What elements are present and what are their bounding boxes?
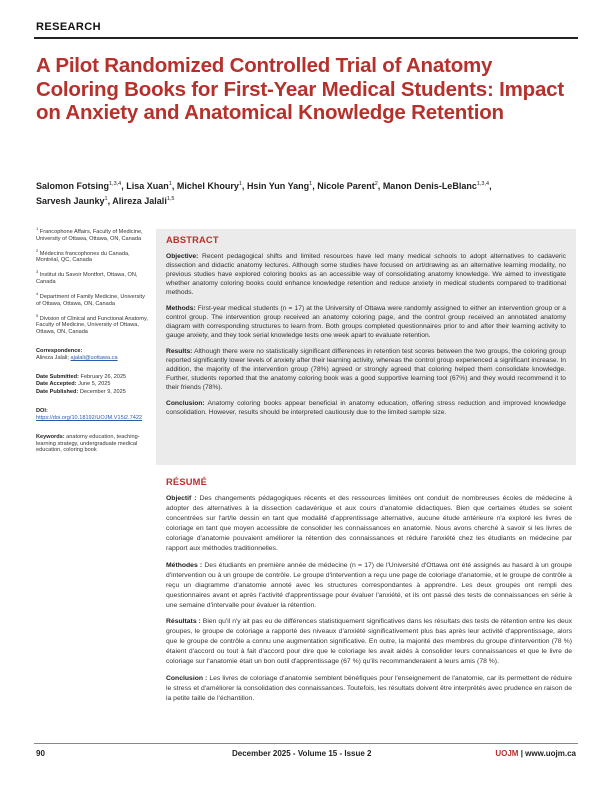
correspondence-name: Alireza Jalali;	[36, 355, 69, 362]
abstract-objective: Objective: Recent pedagogical shifts and limited resources have led many medical schools to adopt alternatives to cadaveric dissection and didactic anatomy lectures. Although some studies have focused on art/drawing as an alternative learning modality, no previous studies have explored coloring books as an accessible way of consolidating anatomy knowledge. We aimed to investigate whether anatomy coloring books could enhance knowledge retention and reduce anxiety in medical students compared to traditional methods.	[166, 253, 566, 297]
correspondence-email-link[interactable]: ajalali@uottawa.ca	[70, 355, 118, 362]
keywords	[36, 434, 148, 455]
abstract-conclusion: Conclusion: Anatomy coloring books appear beneficial in anatomy education, offering stress reduction and improved knowledge consolidation. However, results should be interpreted cautiously due to the limited sample size.	[166, 399, 566, 416]
author-list	[36, 178, 576, 207]
journal-name: UOJM	[495, 749, 519, 758]
publication-dates: Date Submitted: February 26, 2025 Date Accepted: June 5, 2025 Date Published: December 9, 2025	[36, 374, 127, 395]
abstract-heading: ABSTRACT	[166, 235, 219, 245]
doi	[36, 408, 148, 422]
abstract-results: Results: Although there were no statistically significant differences in retention test scores between the two groups, the coloring group reported significantly lower levels of anxiety after their learning activity, whereas the control group experienced a significant increase. In addition, the majority of the intervention group (78%) agreed or strongly agreed that coloring helped them consolidate knowledge. Further, students reported that the anatomy coloring book was a good supportive learning tool (67%) and they would recommend it to their friends (78%).	[166, 347, 566, 392]
article-title: A Pilot Randomized Controlled Trial of Anatomy Coloring Books for First-Year Medical Students: Impact on Anxiety and Anatomical Knowledge Retention	[36, 54, 564, 124]
author: Michel Khoury$^1$,	[176, 181, 247, 191]
author: Alireza Jalali$^{1,5}$	[112, 195, 175, 206]
resume-objectif: Objectif : Des changements pédagogiques récents et des ressources limitées ont conduit de nombreuses écoles de médecine à adopter des alternatives à la dissection cadavérique et aux cours d'anatomie didactiques. Bien que certaines études se soient concentrées sur l'art/le dessin en tant que modalité d'apprentissage alternative, aucune étude antérieure n'a exploré les livres de coloriage en tant que moyen accessible de consolider les connaissances en anatomie. Nous avons cherché à savoir si les livres de coloriage d'anatomie pouvaient améliorer la rétention des connaissances et réduire l'anxiété chez les étudiants en médecine par rapport aux méthodes traditionnelles.	[166, 495, 572, 553]
section-label: RESEARCH	[36, 21, 101, 33]
keywords-label: Keywords:	[36, 433, 65, 440]
author: Sarvesh Jaunky$^1$,	[36, 195, 113, 206]
doi-label: DOI:	[36, 407, 48, 414]
affiliation: $^5$ Division of Clinical and Functional Anatomy, Faculty of Medicine, University of Ottawa, Ottawa, ON, Canada	[36, 312, 148, 336]
affiliation: $^2$ Médecins francophones du Canada, Montréal, QC, Canada	[36, 247, 130, 264]
top-rule	[34, 37, 578, 39]
sidebar	[36, 226, 148, 454]
correspondence-label: Correspondence:	[36, 348, 83, 355]
affiliation: $^1$ Francophone Affairs, Faculty of Medicine, University of Ottawa, Ottawa, ON, Canada	[36, 226, 143, 242]
resume-heading: RÉSUMÉ	[166, 477, 207, 487]
page-number: 90	[36, 749, 45, 758]
resume-conclusion: Conclusion : Les livres de coloriage d'anatomie semblent bénéfiques pour l'enseignement de l'anatomie, car ils permettent de réduire le stress et d'améliorer la consolidation des connaissances. Toutefois, les résultats doivent être interprétés avec prudence en raison de la petite taille de l'échantillon.	[166, 674, 572, 702]
doi-link[interactable]: https://doi.org/10.18192/UOJM.V15i2.7422	[36, 414, 143, 421]
author: Salomon Fotsing$^{1,3,4}$,	[36, 181, 127, 191]
abstract-methods: Methods: First-year medical students (n = 17) at the University of Ottawa were randomly assigned to either an intervention group or a control group. The intervention group received an anatomy coloring page, and the control group received an annotated anatomy diagram with corresponding structures to learn from. Both groups completed questionnaires prior to and after their learning activity to gauge anxiety, and they took serial knowledge tests one week apart to evaluate retention.	[166, 304, 567, 340]
affiliation: $^4$ Department of Family Medicine, University of Ottawa, Ottawa, ON, Canada	[36, 291, 145, 307]
keywords-value: anatomy education, teaching-learning strategy, undergraduate medical education, coloring book	[36, 433, 140, 454]
author: Lisa Xuan$^1$,	[126, 181, 177, 191]
abstract-box	[156, 229, 576, 465]
correspondence	[36, 348, 148, 362]
journal-footer: UOJM | www.uojm.ca	[495, 749, 576, 758]
resume-section	[166, 477, 572, 710]
resume-methodes: Méthodes : Des étudiants en première année de médecine (n = 17) de l'Université d'Ottawa ont été assignés au hasard à un groupe d'intervention ou à un groupe de contrôle. Le groupe d'intervention a reçu une page de coloriage d'anatomie, et le groupe de contrôle a reçu un diagramme d'anatomie annoté avec les structures correspondantes à apprendre. Les deux groupes ont rempli des questionnaires avant et après l'activité d'apprentissage pour évaluer l'anxiété, et ils ont passé des tests de connaissances en série à une semaine d'intervalle pour évaluer la rétention.	[166, 561, 572, 609]
affiliation: $^3$ Institut du Savoir Montfort, Ottawa, ON, Canada	[36, 269, 138, 286]
footer-rule	[34, 743, 578, 744]
journal-website-link[interactable]: www.uojm.ca	[525, 749, 576, 758]
author: Hsin Yun Yang$^1$,	[246, 181, 318, 191]
author: Manon Denis-LeBlanc$^{1,3,4}$,	[382, 181, 492, 191]
resume-resultats: Résultats : Bien qu'il n'y ait pas eu de différences statistiquement significatives dans les résultats des tests de rétention entre les deux groupes, le groupe de coloriage a rapporté des niveaux d'anxiété significativement plus bas après leur activité d'apprentissage, alors que le groupe de contrôle a connu une augmentation significative. En outre, la majorité des membres du groupe d'intervention (78 %) étaient d'accord ou tout à fait d'accord pour dire que le coloriage les avait aidés à consolider leurs connaissances et que le livre de coloriage sur l'anatomie était un bon outil d'apprentissage (67 %) qu'ils recommanderaient à leurs amis (78 %).	[166, 618, 573, 666]
author: Nicole Parent$^2$,	[317, 181, 383, 191]
issue-info: December 2025 - Volume 15 - Issue 2	[232, 749, 372, 758]
